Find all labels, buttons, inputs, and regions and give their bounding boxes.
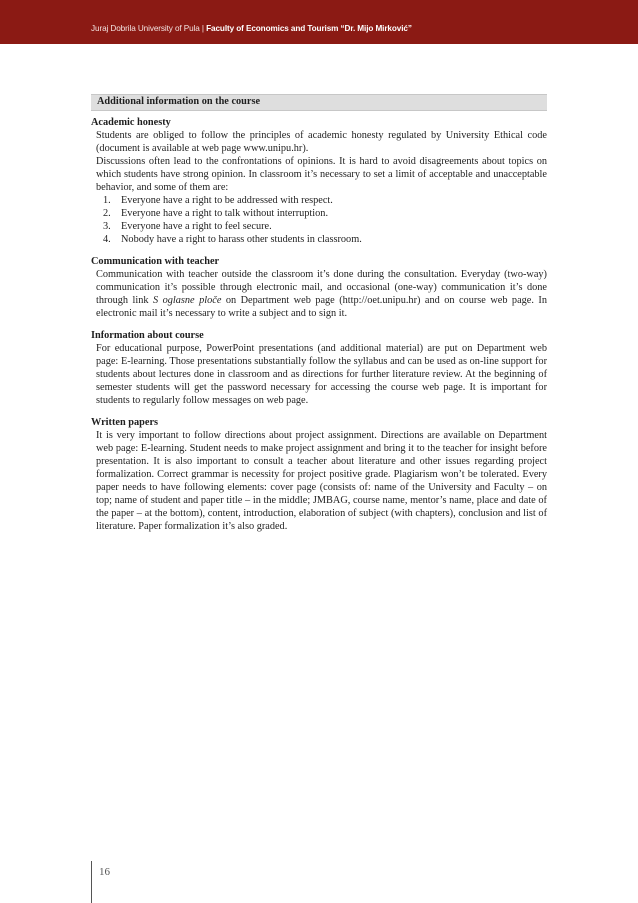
communication-title: Communication with teacher: [91, 256, 220, 267]
list-item-text: Nobody have a right to harass other students in classroom.: [121, 234, 362, 245]
list-item-number: 4.: [103, 234, 111, 245]
list-item: [103, 233, 547, 246]
list-item-text: Everyone have a right to talk without interruption.: [121, 208, 329, 219]
behavior-rules-list: [91, 194, 547, 246]
running-header: [91, 24, 412, 33]
written-papers-title: Written papers: [91, 417, 159, 428]
header-university: Juraj Dobrila University of Pula |: [91, 24, 207, 33]
list-item-number: 1.: [103, 195, 111, 206]
board-link-text: S oglasne ploče: [152, 295, 222, 306]
academic-honesty-section: [91, 116, 547, 246]
communication-text-before: Communication with teacher outside the classroom it’s done during the consultation. Everyday (two-way) communication it’s possible through electronic mail, and occasional (one-way) communication it’s done through link: [96, 269, 547, 306]
section-title: Additional information on the course: [97, 96, 261, 107]
information-title: Information about course: [91, 330, 204, 341]
header-bar: [0, 0, 638, 44]
communication-section: [91, 255, 547, 320]
list-item: [103, 220, 547, 233]
academic-honesty-title: Academic honesty: [91, 117, 171, 128]
page-number: 16: [99, 866, 110, 878]
information-paragraph: For educational purpose, PowerPoint presentations (and additional material) are put on Department web page: E-learning. Those presentations substantially follow the syllabus and can be used as on-line support for students about lectures done in classroom and as directions for further literature review. At the beginning of semester students will get the password necessary for accessing the course web page. It is important for students to regularly follow messages on web page.: [96, 343, 547, 406]
communication-paragraph: [91, 268, 547, 320]
academic-honesty-paragraph-2: Discussions often lead to the confrontations of opinions. It is hard to avoid disagreements about topics on which students have strong opinion. In classroom it’s necessary to set a limit of acceptable and unacceptable behavior, and some of them are:: [96, 156, 547, 193]
written-papers-section: [91, 416, 547, 533]
document-body: [91, 116, 547, 542]
list-item-number: 2.: [103, 208, 111, 219]
list-item: [103, 207, 547, 220]
header-faculty: Faculty of Economics and Tourism “Dr. Mijo Mirković”: [206, 24, 412, 33]
section-heading-bar: [91, 94, 547, 111]
written-papers-paragraph: It is very important to follow directions about project assignment. Directions are available on Department web page: E-learning. Student needs to make project assignment and bring it to the teacher for insight before presentation. It is also important to consult a teacher about literature and other issues regarding project formalization. Correct grammar is necessity for project positive grade. Plagiarism won’t be tolerated. Every paper needs to have following elements: cover page (consists of: name of the University and Faculty – on top; name of student and paper title – in the middle; JMBAG, course name, mentor’s name, place and date of the paper – at the bottom), content, introduction, elaboration of subject (with chapters), conclusion and list of literature. Paper formalization it’s also graded.: [96, 430, 547, 532]
information-section: [91, 329, 547, 407]
list-item-text: Everyone have a right to feel secure.: [121, 221, 272, 232]
page-number-rule: [91, 861, 92, 903]
communication-text-after: on Department web page (http://oet.unipu.hr) and on course web page. In electronic mail it’s necessary to write a subject and to sign it.: [96, 295, 547, 319]
list-item: [103, 194, 547, 207]
academic-honesty-paragraph-1: Students are obliged to follow the principles of academic honesty regulated by University Ethical code (document is available at web page www.unipu.hr).: [96, 130, 547, 154]
list-item-text: Everyone have a right to be addressed with respect.: [121, 195, 333, 206]
list-item-number: 3.: [103, 221, 111, 232]
